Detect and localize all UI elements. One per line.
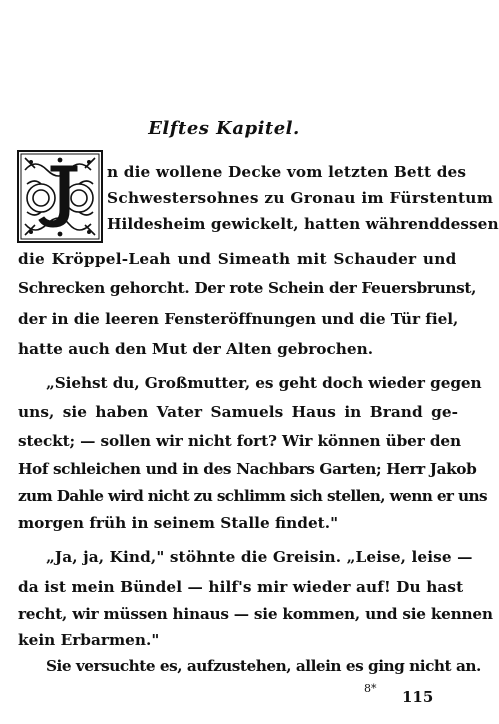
text-line: zum Dahle wird nicht zu schlimm sich stellen, wenn er uns: [18, 487, 487, 505]
decorative-drop-cap: [17, 150, 103, 243]
text-line: Schwestersohnes zu Gronau im Fürstentum: [107, 189, 494, 207]
text-line: uns, sie haben Vater Samuels Haus in Brand ge-: [18, 403, 459, 421]
text-line: der in die leeren Fensteröffnungen und die Tür fiel,: [18, 310, 459, 328]
text-line: „Ja, ja, Kind," stöhnte die Greisin. „Leise, leise —: [46, 548, 473, 566]
page-number: 115: [402, 688, 434, 706]
text-line: da ist mein Bündel — hilf's mir wieder auf! Du hast: [18, 578, 464, 596]
text-line: hatte auch den Mut der Alten gebrochen.: [18, 340, 374, 358]
signature-mark: 8*: [364, 682, 377, 695]
text-line: „Siehst du, Großmutter, es geht doch wieder gegen: [46, 374, 482, 392]
chapter-title: Elftes Kapitel.: [148, 118, 300, 139]
text-line: Hildesheim gewickelt, hatten währenddessen: [107, 215, 499, 233]
text-line: morgen früh in seinem Stalle findet.": [18, 514, 339, 532]
text-line: Schrecken gehorcht. Der rote Schein der Feuersbrunst,: [18, 279, 477, 297]
text-line: Sie versuchte es, aufzustehen, allein es ging nicht an.: [46, 657, 481, 675]
text-line: n die wollene Decke vom letzten Bett des: [107, 163, 467, 181]
text-line: Hof schleichen und in des Nachbars Garten; Herr Jakob: [18, 460, 477, 478]
text-line: steckt; — sollen wir nicht fort? Wir können über den: [18, 432, 461, 450]
text-line: die Kröppel-Leah und Simeath mit Schauder und: [18, 250, 457, 268]
text-line: recht, wir müssen hinaus — sie kommen, und sie kennen: [18, 605, 493, 623]
text-line: kein Erbarmen.": [18, 631, 160, 649]
